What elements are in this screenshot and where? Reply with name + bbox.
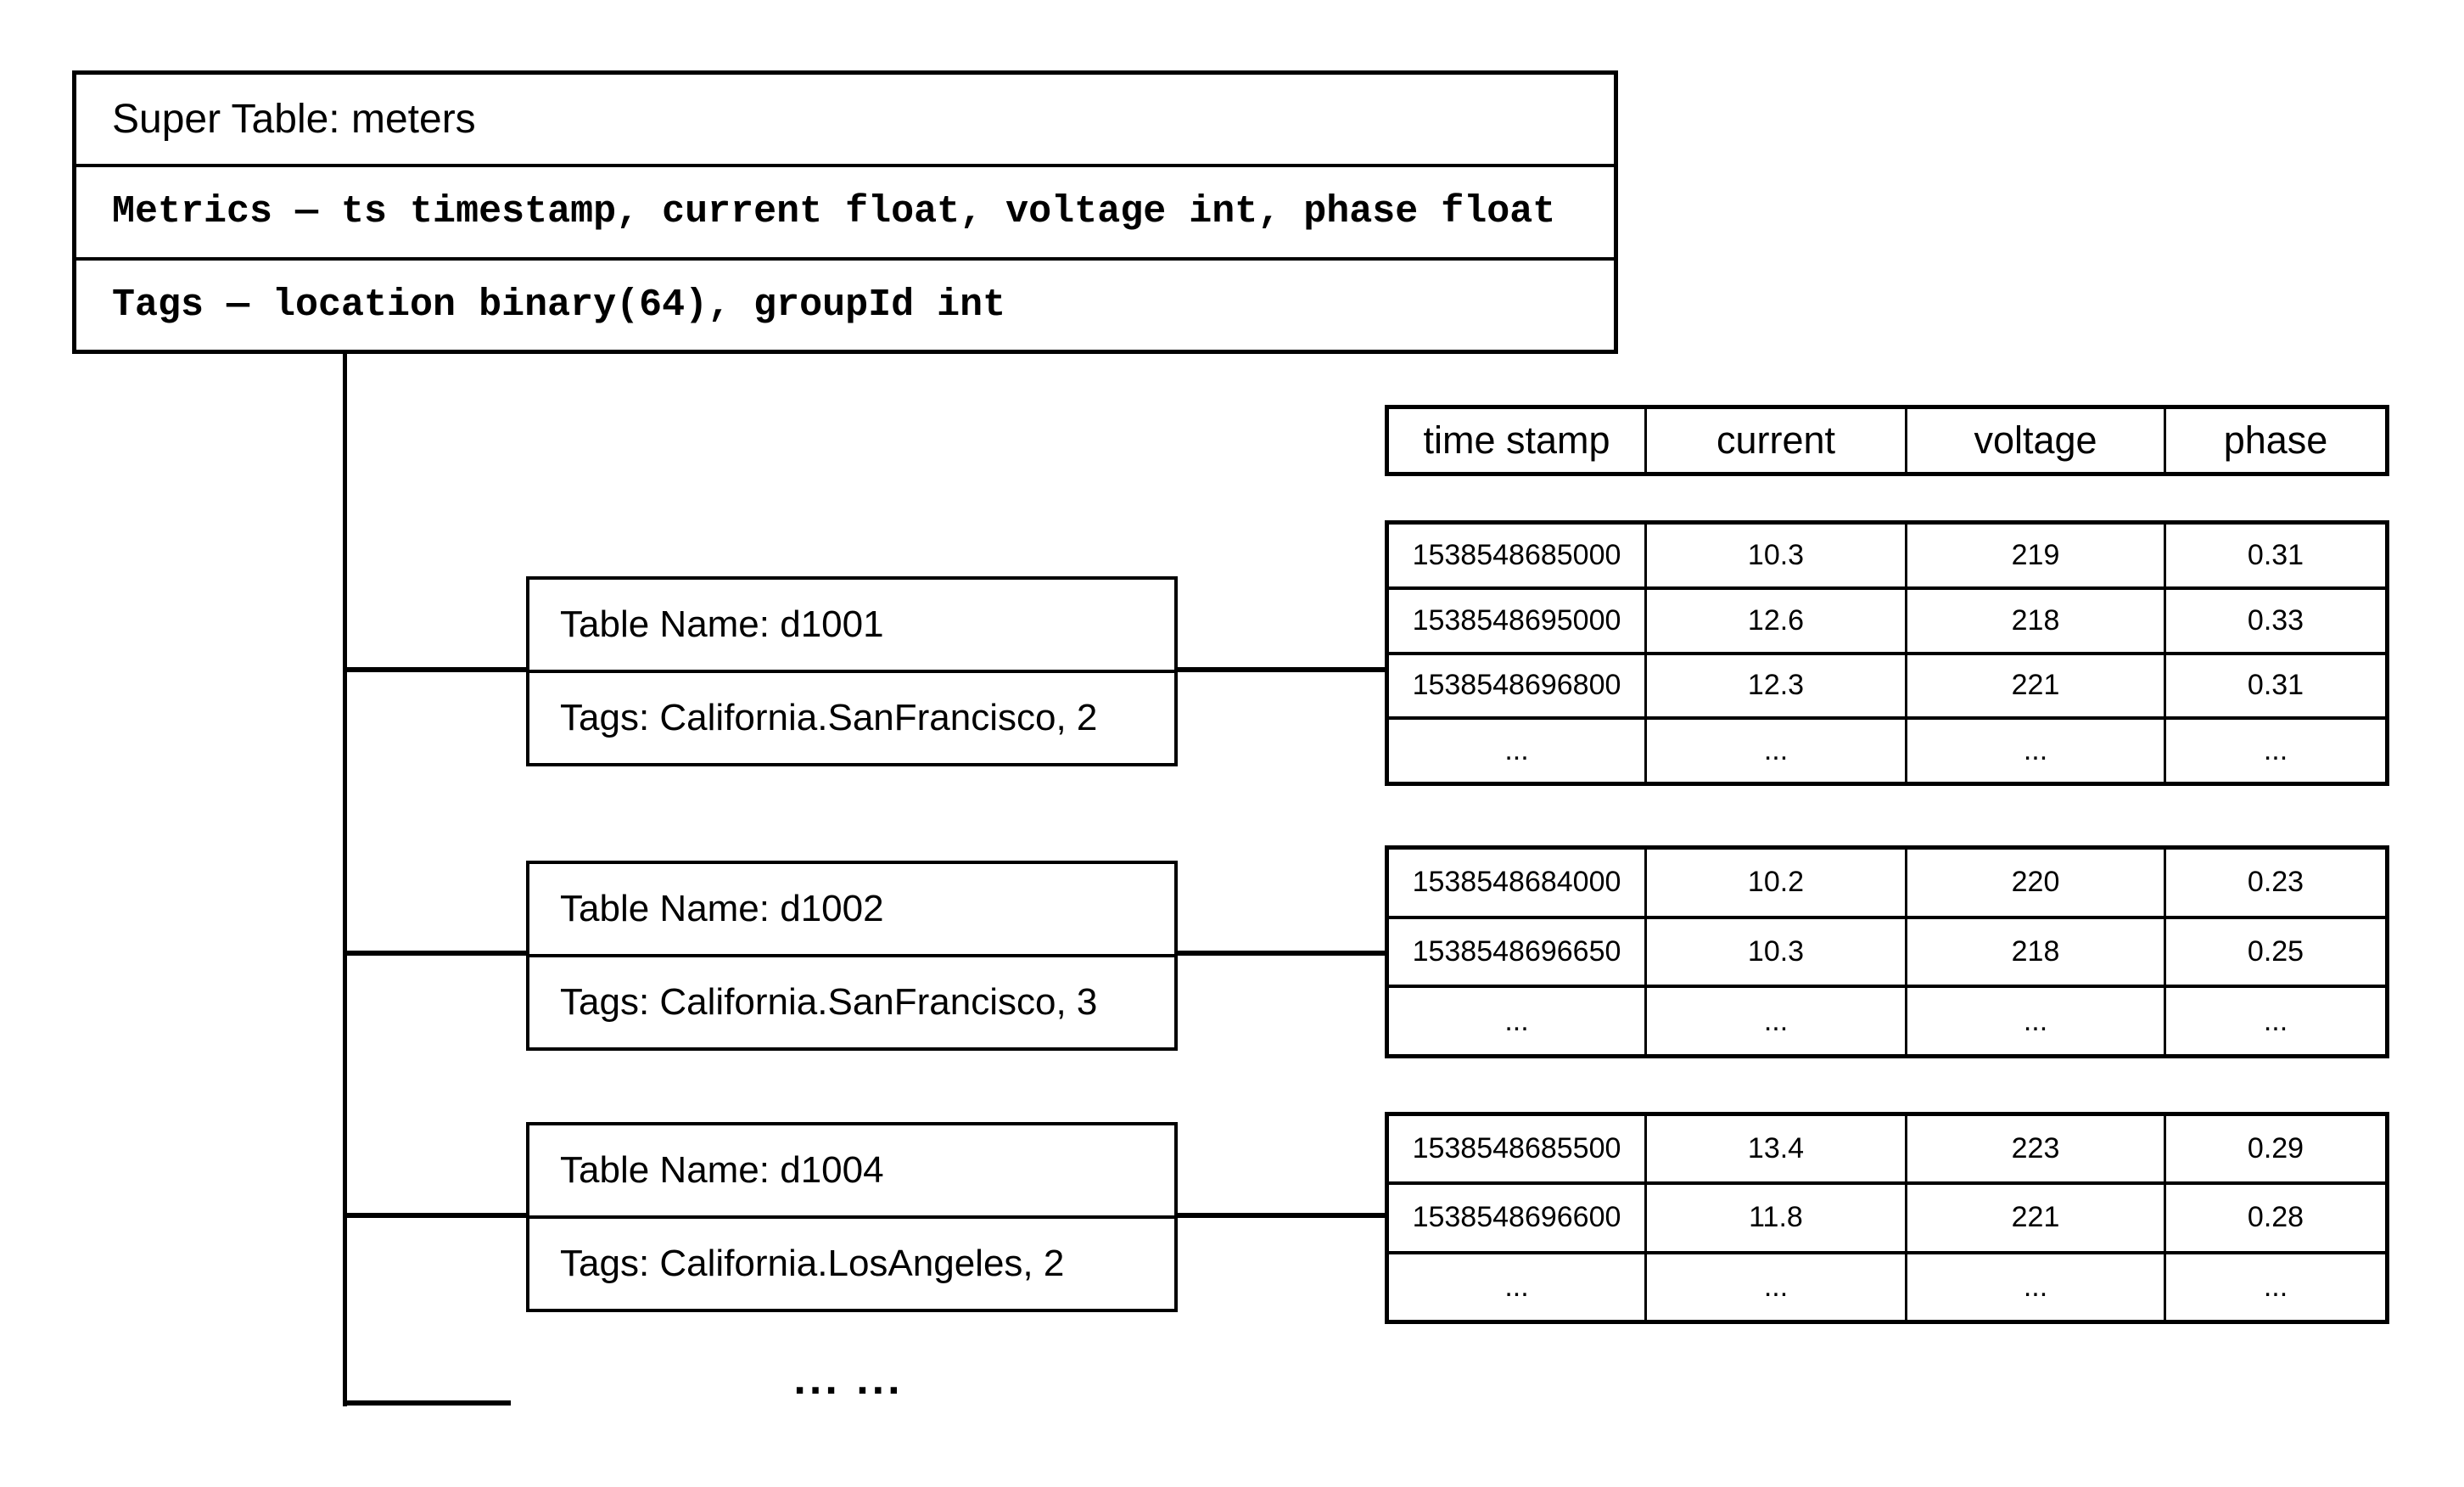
table-cell: 220 [1905, 850, 2164, 916]
table-cell: ... [1905, 720, 2164, 782]
table-cell: 10.2 [1644, 850, 1905, 916]
table-row [1389, 985, 2385, 1054]
data-table-d1001 [1385, 520, 2389, 786]
table-cell: 1538548695000 [1412, 603, 1621, 637]
data-table-d1004 [1385, 1112, 2389, 1324]
table-cell: 1538548685000 [1412, 538, 1621, 571]
table-cell: 0.31 [2164, 655, 2385, 717]
more-subtables-ellipsis: ... ... [793, 1355, 904, 1404]
table-cell: ... [1644, 1254, 1905, 1320]
table-cell: ... [2164, 720, 2385, 782]
subtable-tags: Tags: California.LosAngeles, 2 [529, 1215, 1174, 1309]
table-cell: 1538548696650 [1412, 935, 1621, 968]
super-table-title: Super Table: meters [112, 97, 476, 143]
table-row [1389, 652, 2385, 717]
table-cell: ... [1644, 988, 1905, 1054]
column-header-row [1385, 405, 2389, 476]
table-cell: ... [2164, 988, 2385, 1054]
connector-trunk [343, 354, 347, 1406]
table-cell: 1538548696600 [1412, 1201, 1621, 1234]
table-cell: ... [1504, 1270, 1529, 1303]
table-row [1389, 525, 2385, 586]
table-row [1389, 916, 2385, 985]
table-cell: 218 [1905, 590, 2164, 652]
table-row [1389, 1251, 2385, 1320]
subtable-tags: Tags: California.SanFrancisco, 3 [529, 954, 1174, 1047]
super-table-metrics: Metrics — ts timestamp, current float, voltage int, phase float [76, 164, 1614, 256]
link-d1001-to-table [1178, 667, 1385, 672]
subtable-name: Table Name: d1004 [560, 1149, 884, 1191]
link-d1004-to-table [1178, 1213, 1385, 1218]
table-cell: 223 [1905, 1116, 2164, 1181]
branch-to-d1004 [343, 1213, 526, 1218]
data-table-d1002 [1385, 845, 2389, 1058]
table-row [1389, 1181, 2385, 1250]
table-cell: 221 [1905, 655, 2164, 717]
table-cell: 0.23 [2164, 850, 2385, 916]
subtable-name: Table Name: d1002 [560, 888, 884, 929]
table-cell: 1538548684000 [1412, 866, 1621, 899]
header-current: current [1644, 409, 1905, 472]
table-cell: 1538548685500 [1412, 1132, 1621, 1165]
table-cell: 12.3 [1644, 655, 1905, 717]
table-cell: 10.3 [1644, 919, 1905, 985]
table-cell: 11.8 [1644, 1185, 1905, 1250]
branch-to-d1002 [343, 951, 526, 956]
table-cell: ... [1905, 988, 2164, 1054]
header-voltage: voltage [1905, 409, 2164, 472]
table-row [1389, 716, 2385, 782]
table-cell: 218 [1905, 919, 2164, 985]
header-time-stamp: time stamp [1423, 418, 1610, 462]
table-cell: 0.25 [2164, 919, 2385, 985]
header-phase: phase [2164, 409, 2385, 472]
link-d1002-to-table [1178, 951, 1385, 956]
table-cell: ... [2164, 1254, 2385, 1320]
table-cell: 219 [1905, 525, 2164, 586]
table-cell: ... [1905, 1254, 2164, 1320]
table-cell: 10.3 [1644, 525, 1905, 586]
subtable-box-d1002 [526, 861, 1178, 1051]
table-cell: 1538548696800 [1412, 669, 1621, 702]
table-cell: ... [1504, 1004, 1529, 1037]
subtable-name: Table Name: d1001 [560, 603, 884, 645]
branch-to-d1001 [343, 667, 526, 672]
table-cell: ... [1644, 720, 1905, 782]
table-cell: 0.33 [2164, 590, 2385, 652]
branch-to-more [343, 1400, 511, 1406]
table-cell: 12.6 [1644, 590, 1905, 652]
table-cell: 221 [1905, 1185, 2164, 1250]
table-cell: 0.29 [2164, 1116, 2385, 1181]
subtable-box-d1001 [526, 576, 1178, 766]
table-cell: 0.28 [2164, 1185, 2385, 1250]
table-cell: 0.31 [2164, 525, 2385, 586]
subtable-box-d1004 [526, 1122, 1178, 1312]
table-row [1389, 1116, 2385, 1181]
table-cell: ... [1504, 734, 1529, 767]
table-row [1389, 850, 2385, 916]
table-row [1389, 409, 2385, 472]
super-table-tags: Tags — location binary(64), groupId int [76, 257, 1614, 350]
subtable-tags: Tags: California.SanFrancisco, 2 [529, 670, 1174, 763]
table-row [1389, 586, 2385, 652]
table-cell: 13.4 [1644, 1116, 1905, 1181]
super-table-box [72, 70, 1618, 354]
